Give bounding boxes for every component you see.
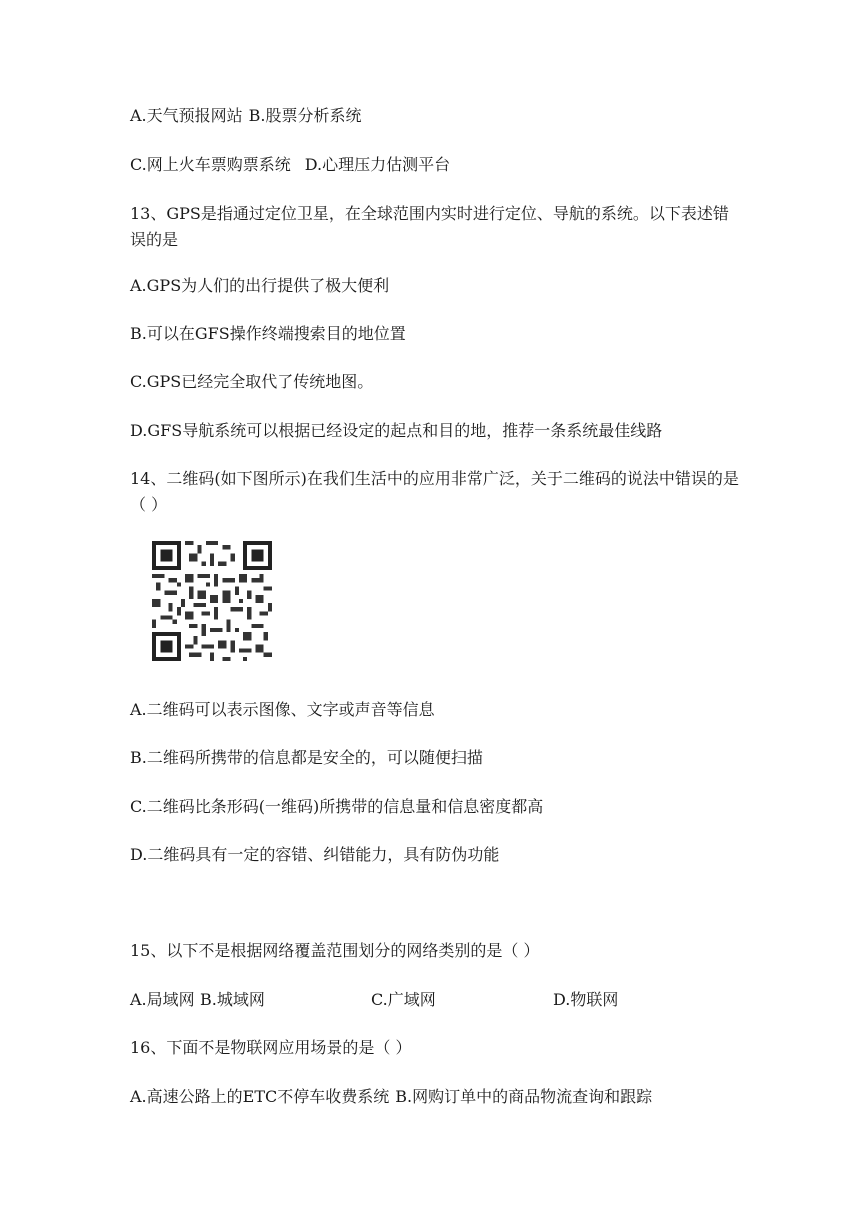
q14-stem: 14、二维码(如下图所示)在我们生活中的应用非常广泛，关于二维码的说法中错误的是（ ） <box>130 469 739 514</box>
q16-options-row-1 <box>130 1084 652 1110</box>
q13-option-a: A.GPS为人们的出行提供了极大便利 <box>130 276 390 295</box>
q14-option-c: C.二维码比条形码(一维码)所携带的信息量和信息密度都高 <box>130 797 544 816</box>
q15-option-a: A.局域网 <box>130 990 195 1009</box>
q13-option-c: C.GPS已经完全取代了传统地图。 <box>130 372 374 391</box>
q12-option-c: C.网上火车票购票系统 <box>130 155 291 174</box>
q14-option-a: A.二维码可以表示图像、文字或声音等信息 <box>130 700 435 719</box>
q14-option-d: D.二维码具有一定的容错、纠错能力，具有防伪功能 <box>130 845 500 864</box>
q12-options-row-2 <box>130 152 450 178</box>
q16-stem: 16、下面不是物联网应用场景的是（ ） <box>130 1038 412 1057</box>
q15-option-b: B.城域网 <box>200 990 265 1009</box>
qr-code-image <box>152 541 272 661</box>
q12-option-b: B.股票分析系统 <box>248 106 362 125</box>
q15-option-c: C.广域网 <box>371 990 436 1009</box>
q12-options-row-1 <box>130 103 362 129</box>
q14-option-b: B.二维码所携带的信息都是安全的，可以随便扫描 <box>130 748 483 767</box>
q12-option-d: D.心理压力估测平台 <box>304 155 451 174</box>
q13-option-b: B.可以在GFS操作终端搜索目的地位置 <box>130 324 406 343</box>
q15-option-d: D.物联网 <box>553 990 619 1009</box>
q13-option-d: D.GFS导航系统可以根据已经设定的起点和目的地，推荐一条系统最佳线路 <box>130 421 663 440</box>
q16-option-a: A.高速公路上的ETC不停车收费系统 <box>130 1087 390 1106</box>
q13-stem: 13、GPS是指通过定位卫星，在全球范围内实时进行定位、导航的系统。以下表述错误的是 <box>130 204 729 249</box>
q15-stem: 15、以下不是根据网络覆盖范围划分的网络类别的是（ ） <box>130 941 540 960</box>
q12-option-a: A.天气预报网站 <box>130 106 243 125</box>
q16-option-b: B.网购订单中的商品物流查询和跟踪 <box>395 1087 653 1106</box>
